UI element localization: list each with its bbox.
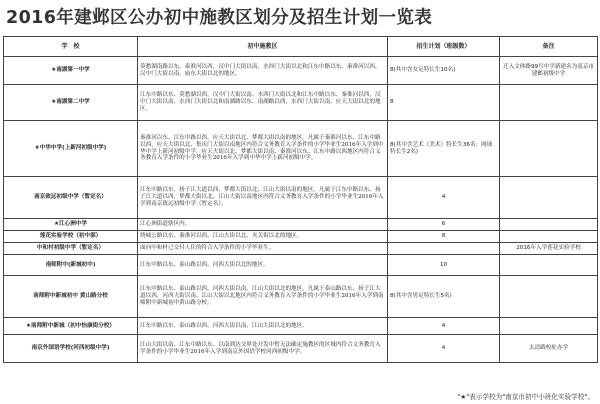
plan-cell: 8(其中含男足特长生5名) xyxy=(388,276,500,318)
table-row xyxy=(4,85,598,121)
plan-cell: 8(其中含女足特长生10名) xyxy=(388,57,500,85)
area-cell: 绕城公路以东、秦淮河以西，江山大街以北、夹关街以北的地区。 xyxy=(138,231,388,243)
school-cell: 南京外国语学校(河西初级中学) xyxy=(4,335,138,363)
plan-cell: 6 xyxy=(388,219,500,231)
table-row xyxy=(4,177,598,219)
plan-cell: 8 xyxy=(388,231,500,243)
table-row xyxy=(4,255,598,276)
school-cell: 南师附中新城初中 黄山路分校 xyxy=(4,276,138,318)
school-cell: 中和村初级中学（暂定名） xyxy=(4,243,138,255)
note-cell: 太清路校址办学 xyxy=(500,335,598,363)
school-cell: 莲花实验学校（初中部） xyxy=(4,231,138,243)
school-cell: 南京致远初级中学（暂定名） xyxy=(4,177,138,219)
area-cell: 面向中和村已交付人住的符合入学条件的小学毕业生。 xyxy=(138,243,388,255)
school-cell: ★南湖第一中学 xyxy=(4,57,138,85)
table-row xyxy=(4,243,598,255)
school-cell: ★南师附中新城（初中怡康街分校） xyxy=(4,318,138,335)
area-cell: 江东中路以东、泰山路以西、河西大街以北的地区。 xyxy=(138,255,388,276)
plan-cell: 8 xyxy=(388,85,500,121)
area-cell: 莫愁湖南路以东、泰淮河以西，汉中门大街以南、水西门大街以北和江东中路以东、秦淮河以西，汉中门大街以南、庙东大街以北的地区。 xyxy=(138,57,388,85)
table-row xyxy=(4,57,598,85)
area-cell: 江山大街以南、江东中路以东、以南到达交界处开发中暂无法确定施教区的区域内符合义务教育入学条件的小学毕业生2016年入学到南京外国语学校河西初级中学。 xyxy=(138,335,388,363)
school-cell: ★江心洲中学 xyxy=(4,219,138,231)
school-cell: ★南湖第二中学 xyxy=(4,85,138,121)
table-row xyxy=(4,335,598,363)
note-cell xyxy=(500,255,598,276)
note-cell xyxy=(500,231,598,243)
note-cell xyxy=(500,318,598,335)
header-school: 学 校 xyxy=(4,37,138,57)
plan-cell: 10 xyxy=(388,255,500,276)
area-cell: 江东中路以东、泰山路以西，河西大街以南、江山大街以北的地区。凡属于泰山路以东、扬子江大道以西，河西大街以南、江山大街以北地区内符合义务教育入学条件的小学毕业生2016年入学到南师附中新城初中黄山路分校。 xyxy=(138,276,388,318)
table-row xyxy=(4,318,598,335)
table-row xyxy=(4,219,598,231)
header-plan: 招生计划（班级数） xyxy=(388,37,500,57)
header-area: 初中施教区 xyxy=(138,37,388,57)
plan-cell: 4 xyxy=(388,177,500,219)
note-cell: 2016年入学莲花实验学校 xyxy=(500,243,598,255)
note-cell xyxy=(500,219,598,231)
table-header-row xyxy=(4,37,598,57)
header-note: 备注 xyxy=(500,37,598,57)
plan-cell: 4 xyxy=(388,335,500,363)
footnote: "★"表示学校为"南京市初中小班化实验学校"。 xyxy=(457,393,594,401)
table-row xyxy=(4,231,598,243)
table-row xyxy=(4,121,598,177)
note-cell xyxy=(500,177,598,219)
school-cell: ★中华中学(上新河初级中学) xyxy=(4,121,138,177)
area-cell: 江东中路以东、莫愁湖以西，汉中门大街以南、水西门大街以北和江东中路以东、秦淮河以西，汉中门大街以南、水西门大街以北和南湖路以东、南湖路以西，水西门大街以南、应天大街以北的地区。 xyxy=(138,85,388,121)
area-cell: 江东中路以东、扬子江大道以西，梦都大街以北、江山大街以南的地区。凡属于江东中路以东、扬子江大道以西，梦都大街以北、江山大街以南地区内符合义务教育入学条件的小学毕业生2016年入学到南京致远初级中学（暂定名）。 xyxy=(138,177,388,219)
school-cell: 南师附中(新城初中) xyxy=(4,255,138,276)
note-cell xyxy=(500,121,598,177)
area-cell: 江东中路以东、泰山路以西，河西大街以南、江山大街以北的地区。 xyxy=(138,318,388,335)
table-row xyxy=(4,276,598,318)
note-cell: 迁入文体路99号中学新建名为南京市建邺初级中学 xyxy=(500,57,598,85)
area-cell: 江心洲街道辖区内。 xyxy=(138,219,388,231)
page-title: 2016年建邺区公办初中施教区划分及招生计划一览表 xyxy=(6,8,433,28)
note-cell xyxy=(500,276,598,318)
area-cell: 秦淮河以东、江东中路以西，应天大街以北、梦都大街以南的地区。凡属于秦淮河以东、江东中路以西，应天大街以北、集庆门大街以南地区内符合义务教育入学条件的小学毕业生2016年入学到中华中学上新河初级中学。应天大街以北、梦都大街以南、秦淮河以东、江东中路以西地区内符合义务教育入学条件的小学毕业生2016年入学到中华中学上新河初级中学。 xyxy=(138,121,388,177)
plan-cell: 8(其中含艺术（美术）特长生36名；网球特长生2名) xyxy=(388,121,500,177)
enrollment-table xyxy=(3,36,598,363)
plan-cell: 4 xyxy=(388,318,500,335)
note-cell xyxy=(500,85,598,121)
plan-cell xyxy=(388,243,500,255)
